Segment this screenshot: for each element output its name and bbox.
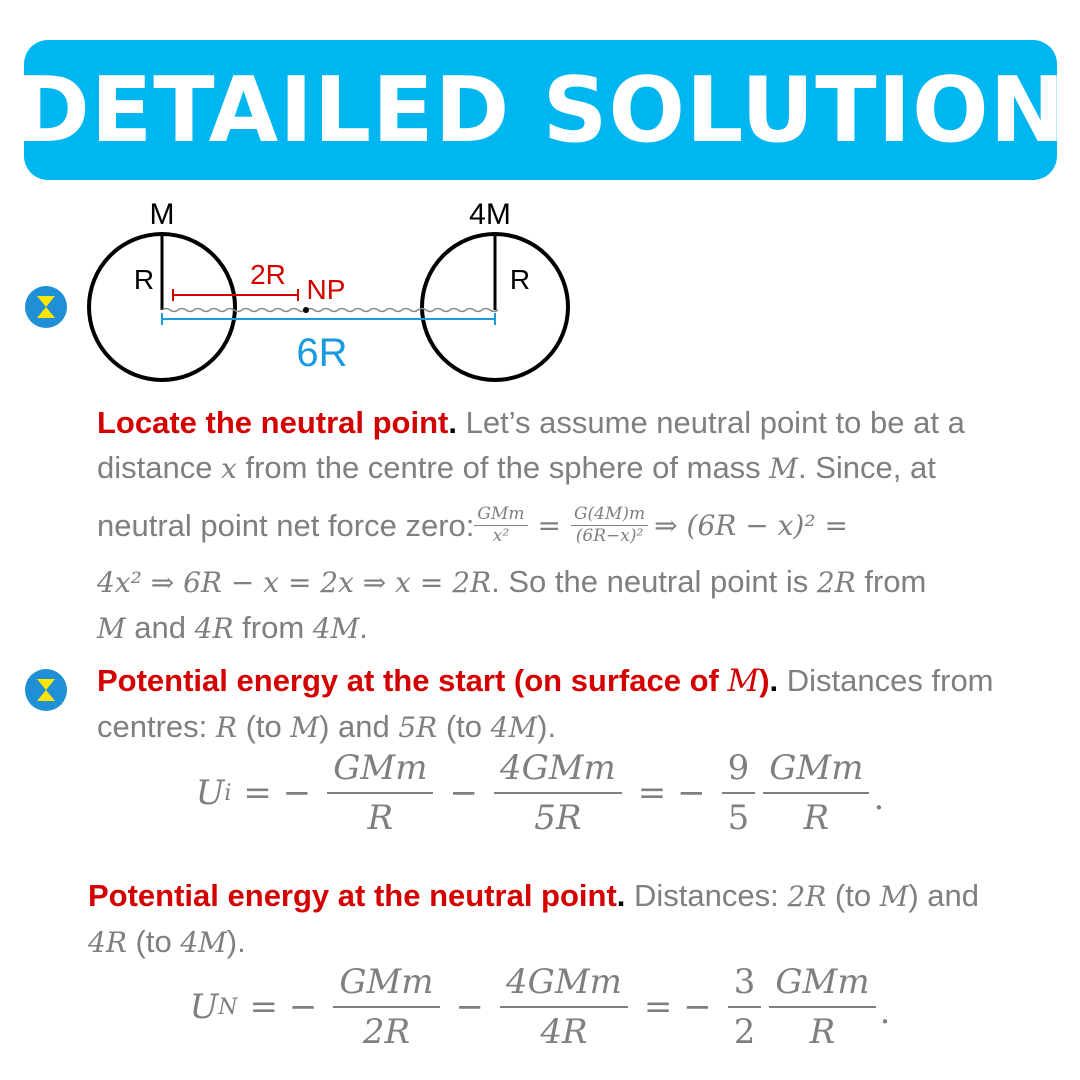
label-right-radius: R	[509, 264, 531, 295]
section-1-heading: Locate the neutral point	[97, 405, 449, 440]
label-left-radius: R	[133, 264, 155, 295]
label-separation: 6R	[296, 331, 348, 375]
section-neutral-point	[97, 400, 1057, 651]
connecting-spring	[162, 309, 498, 312]
label-left-mass: M	[149, 198, 175, 231]
section-neutral-energy	[88, 873, 1058, 965]
section-3-line-2: 4R (to 4M).	[88, 924, 246, 959]
label-np: NP	[306, 274, 346, 305]
title-banner	[15, 40, 1066, 180]
section-start-energy	[97, 658, 1057, 750]
neutral-point-diagram	[80, 192, 590, 392]
force-fraction-left: $\frac{\text{GMm}}{\text{x²}}$	[474, 504, 527, 547]
hourglass-icon	[24, 285, 68, 329]
force-fraction-right: $\frac{G(4M)m}{\text{(6R−x)²}}$	[571, 504, 648, 547]
section-3-heading: Potential energy at the neutral point	[88, 878, 617, 913]
section-1-line-4: 4x² ⇒ 6R − x = 2x ⇒ x = 2R. So the neutral point is 2R from	[97, 564, 927, 599]
section-1-line-5: M and 4R from 4M.	[97, 610, 368, 645]
neutral-point-dot	[303, 307, 309, 313]
hourglass-icon	[24, 668, 68, 712]
section-1-line-2: distance x from the centre of the sphere of mass M. Since, at	[97, 450, 936, 485]
section-1-line-1: Locate the neutral point. Let’s assume neutral point to be at a	[97, 405, 965, 440]
neutral-energy-equation: U N = − $\frac{\text{GMm}}{2R}$ − $\frac{\text{4GMm}}{4R}$ = − $\frac{3}{2}$ $\frac{\text{GMm}}{R}$ .	[189, 962, 891, 1052]
section-2-heading: Potential energy at the start (on surface of M)	[97, 663, 770, 699]
page-title: DETAILED SOLUTION	[15, 57, 1066, 163]
label-right-mass: 4M	[469, 198, 511, 231]
section-1-line-3: neutral point net force zero: $\frac{\text{GMm}}{\text{x²}}$ = $\frac{G(4M)m}{\text{(6R−x)²}}$ ⇒ (6R − x)² =	[97, 503, 848, 546]
section-2-line-2: centres: R (to M) and 5R (to 4M).	[97, 709, 557, 744]
initial-energy-equation: U i = − $\frac{\text{GMm}}{R}$ − $\frac{\text{4GMm}}{5R}$ = − $\frac{9}{5}$ $\frac{\text{GMm}}{R}$ .	[195, 748, 885, 838]
section-2-line-1: Potential energy at the start (on surface of M). Distances from	[97, 663, 994, 699]
section-3-line-1: Potential energy at the neutral point. Distances: 2R (to M) and	[88, 878, 980, 913]
label-np-distance: 2R	[250, 259, 286, 290]
